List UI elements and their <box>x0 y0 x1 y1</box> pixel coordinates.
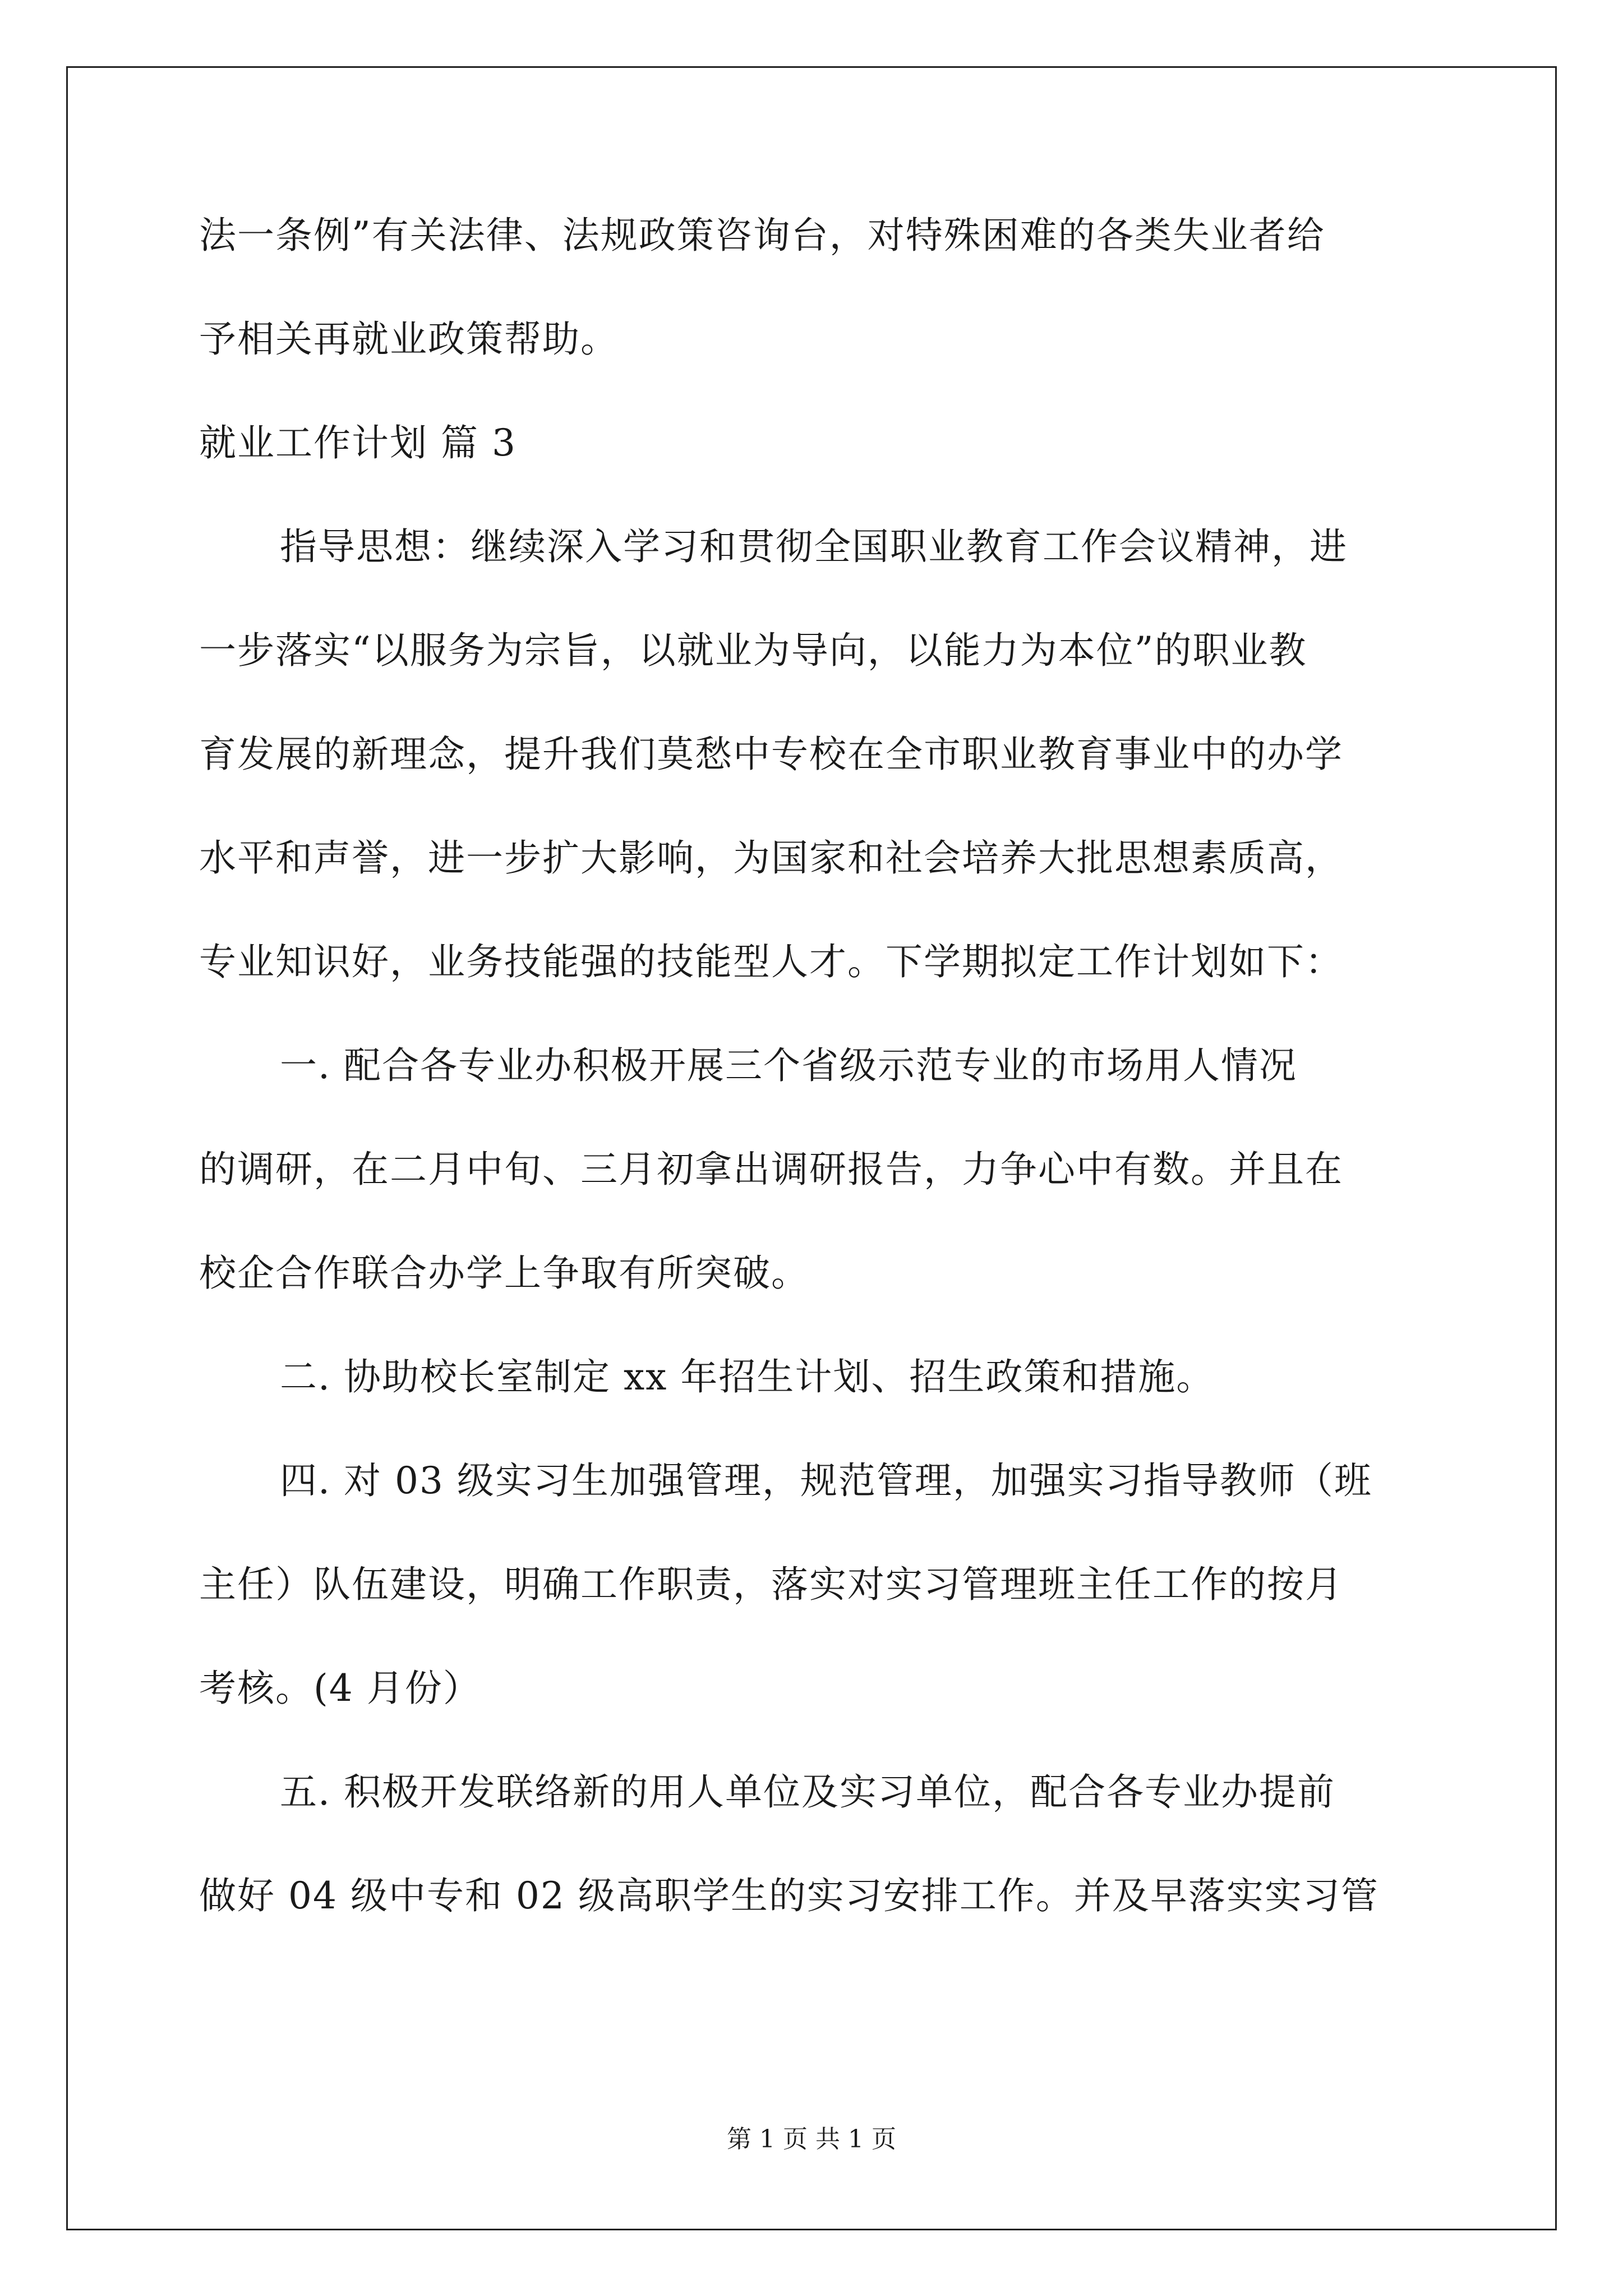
text-line-13: 四. 对 03 级实习生加强管理，规范管理，加强实习指导教师（班 <box>280 1459 1372 1502</box>
text-line-9: 一. 配合各专业办积极开展三个省级示范专业的市场用人情况 <box>280 1044 1297 1087</box>
text-line-16: 五. 积极开发联络新的用人单位及实习单位，配合各专业办提前 <box>280 1770 1335 1814</box>
text-line-7: 水平和声誉，进一步扩大影响，为国家和社会培养大批思想素质高， <box>199 836 1343 880</box>
document-body <box>199 213 1427 1977</box>
page-number-footer: 第 1 页 共 1 页 <box>727 2125 896 2154</box>
text-line-2: 予相关再就业政策帮助。 <box>199 318 619 361</box>
section-heading: 就业工作计划 篇 3 <box>199 421 517 464</box>
text-line-11: 校企合作联合办学上争取有所突破。 <box>199 1251 809 1295</box>
text-line-4: 指导思想：继续深入学习和贯彻全国职业教育工作会议精神，进 <box>280 525 1348 568</box>
text-line-10: 的调研，在二月中旬、三月初拿出调研报告，力争心中有数。并且在 <box>199 1148 1343 1191</box>
text-line-15: 考核。(4 月份） <box>199 1667 481 1710</box>
text-line-12: 二. 协助校长室制定 xx 年招生计划、招生政策和措施。 <box>280 1355 1215 1398</box>
text-line-1: 法一条例”有关法律、法规政策咨询台，对特殊困难的各类失业者给 <box>199 214 1325 257</box>
text-line-8: 专业知识好，业务技能强的技能型人才。下学期拟定工作计划如下： <box>199 940 1343 983</box>
text-line-14: 主任）队伍建设，明确工作职责，落实对实习管理班主任工作的按月 <box>199 1563 1343 1606</box>
text-line-5: 一步落实“以服务为宗旨，以就业为导向，以能力为本位”的职业教 <box>199 629 1307 672</box>
text-line-17: 做好 04 级中专和 02 级高职学生的实习安排工作。并及早落实实习管 <box>199 1874 1379 1917</box>
text-line-6: 育发展的新理念，提升我们莫愁中专校在全市职业教育事业中的办学 <box>199 733 1343 776</box>
